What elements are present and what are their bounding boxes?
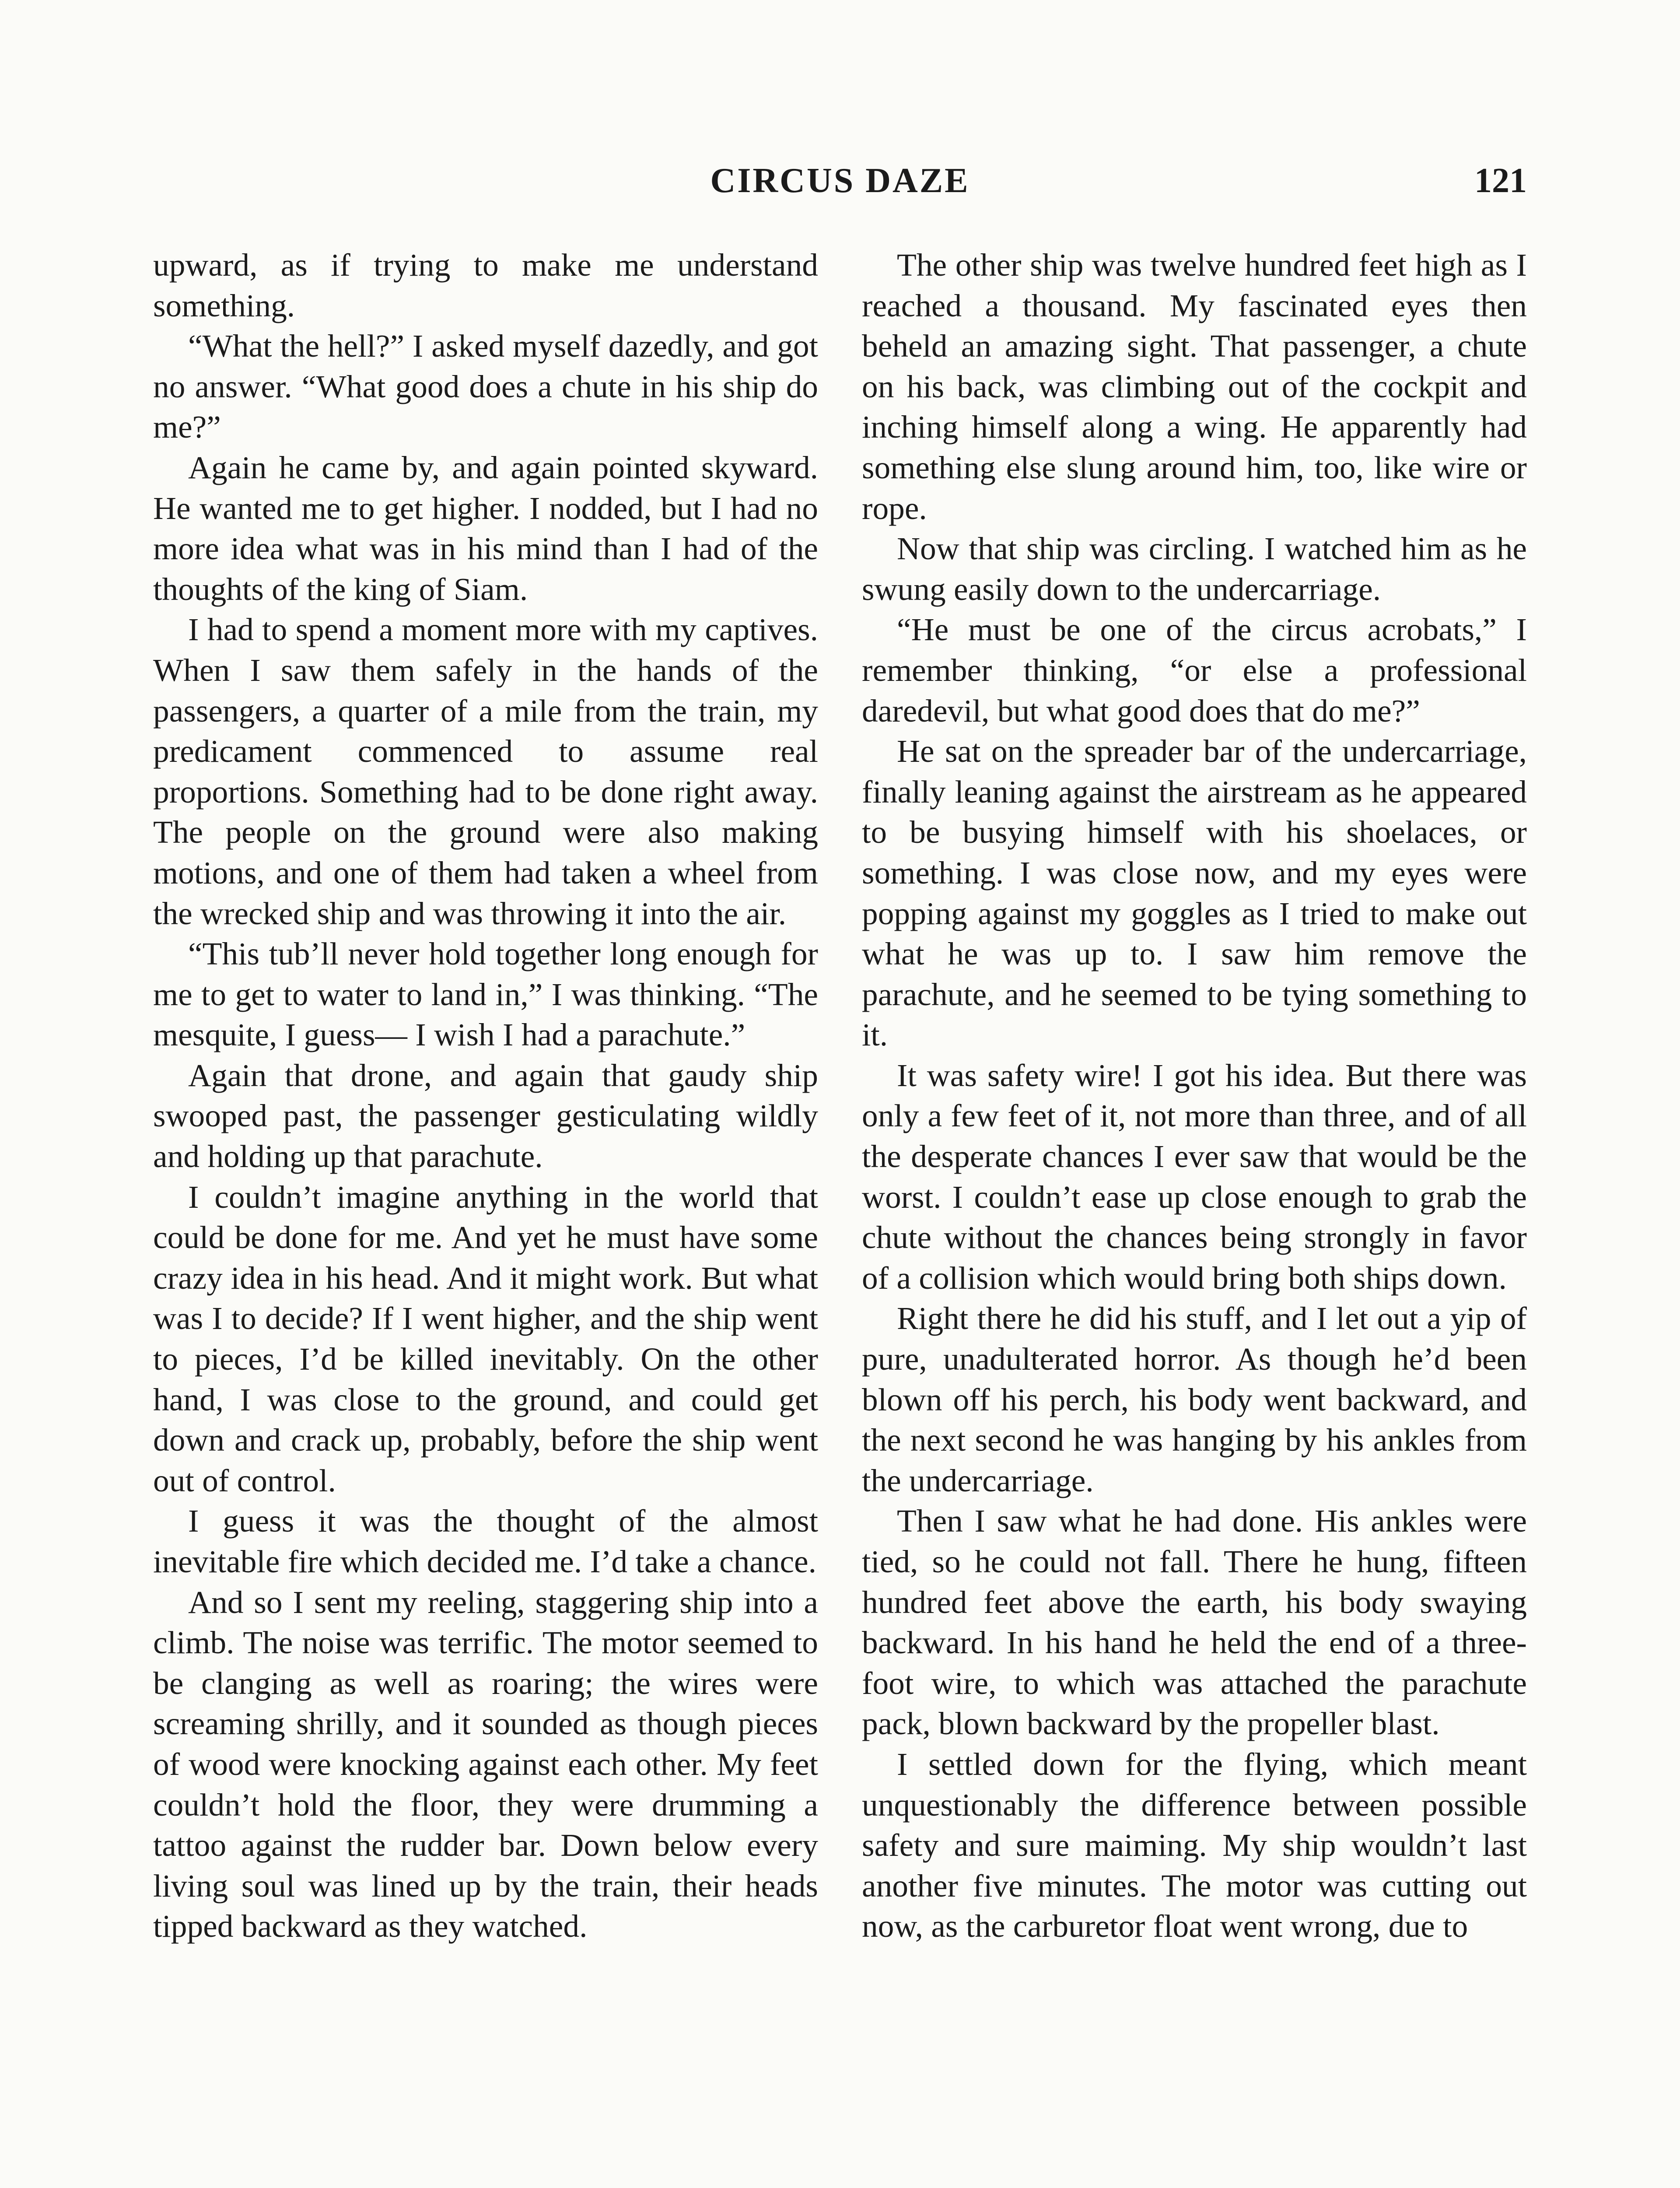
paragraph: Right there he did his stuff, and I let out a yip of pure, unadulterated horror. As though he’d been blown off his perch, his body went backward, and the next second he was hanging by his ankles from the undercarriage. [862, 1301, 1527, 1498]
paragraph: I guess it was the thought of the almost inevitable fire which decided me. I’d take a chance. [153, 1503, 818, 1579]
paragraph: I had to spend a moment more with my captives. When I saw them safely in the hands of the passengers, a quarter of a mile from the train, my predicament commenced to assume real proportions. Something had to be done right away. The people on the ground were also making motions, and one of them had taken a wheel from the wrecked ship and was throwing it into the air. [153, 612, 818, 931]
paragraph: “He must be one of the circus acrobats,” I remember thinking, “or else a professional daredevil, but what good does that do me?” [862, 612, 1527, 729]
paragraph: I settled down for the flying, which meant unquestionably the difference between possible safety and sure maiming. My ship wouldn’t last another five minutes. The motor was cutting out now, as the carburetor float went wrong, due to [862, 1746, 1527, 1944]
paragraph: He sat on the spreader bar of the undercarriage, finally leaning against the airstream as he appeared to be busying himself with his shoelaces, or something. I was close now, and my eyes were popping against my goggles as I tried to make out what he was up to. I saw him remove the parachute, and he seemed to be tying something to it. [862, 733, 1527, 1053]
paragraph: Again that drone, and again that gaudy ship swooped past, the passenger gesticulating wildly and holding up that parachute. [153, 1057, 818, 1175]
chapter-title: CIRCUS DAZE [710, 161, 970, 200]
paragraph: Now that ship was circling. I watched him as he swung easily down to the undercarriage. [862, 531, 1527, 607]
paragraph: I couldn’t imagine anything in the world that could be done for me. And yet he must have some crazy idea in his head. And it might work. But what was I to decide? If I went higher, and the ship went to pieces, I’d be killed inevitably. On the other hand, I was close to the ground, and could get down and crack up, probably, before the ship went out of control. [153, 1179, 818, 1498]
paragraph: And so I sent my reeling, staggering ship into a climb. The noise was terrific. The motor seemed to be clanging as well as roaring; the wires were screaming shrilly, and it sounded as though pieces of wood were knocking against each other. My feet couldn’t hold the floor, they were drumming a tattoo against the rudder bar. Down below every living soul was lined up by the train, their heads tipped backward as they watched. [153, 1584, 818, 1944]
text-column-left [153, 245, 818, 2188]
paragraph: “What the hell?” I asked myself dazedly, and got no answer. “What good does a chute in his ship do me?” [153, 328, 818, 445]
paragraph: “This tub’ll never hold together long enough for me to get to water to land in,” I was thinking. “The mesquite, I guess— I wish I had a parachute.” [153, 936, 818, 1053]
paragraph: It was safety wire! I got his idea. But there was only a few feet of it, not more than three, and of all the desperate chances I ever saw that would be the worst. I couldn’t ease up close enough to grab the chute without the chances being strongly in favor of a collision which would bring both ships down. [862, 1057, 1527, 1296]
paragraph: Again he came by, and again pointed skyward. He wanted me to get higher. I nodded, but I had no more idea what was in his mind than I had of the thoughts of the king of Siam. [153, 449, 818, 607]
page-number: 121 [1474, 161, 1527, 200]
text-column-right [862, 245, 1527, 2188]
paragraph: The other ship was twelve hundred feet high as I reached a thousand. My fascinated eyes then beheld an amazing sight. That passenger, a chute on his back, was climbing out of the cockpit and inching himself along a wing. He apparently had something else slung around him, too, like wire or rope. [862, 247, 1527, 526]
paragraph: Then I saw what he had done. His ankles were tied, so he could not fall. There he hung, fifteen hundred feet above the earth, his body swaying backward. In his hand he held the end of a three-foot wire, to which was attached the parachute pack, blown backward by the propeller blast. [862, 1503, 1527, 1742]
running-head [0, 161, 1680, 209]
paragraph: upward, as if trying to make me understand something. [153, 247, 818, 323]
